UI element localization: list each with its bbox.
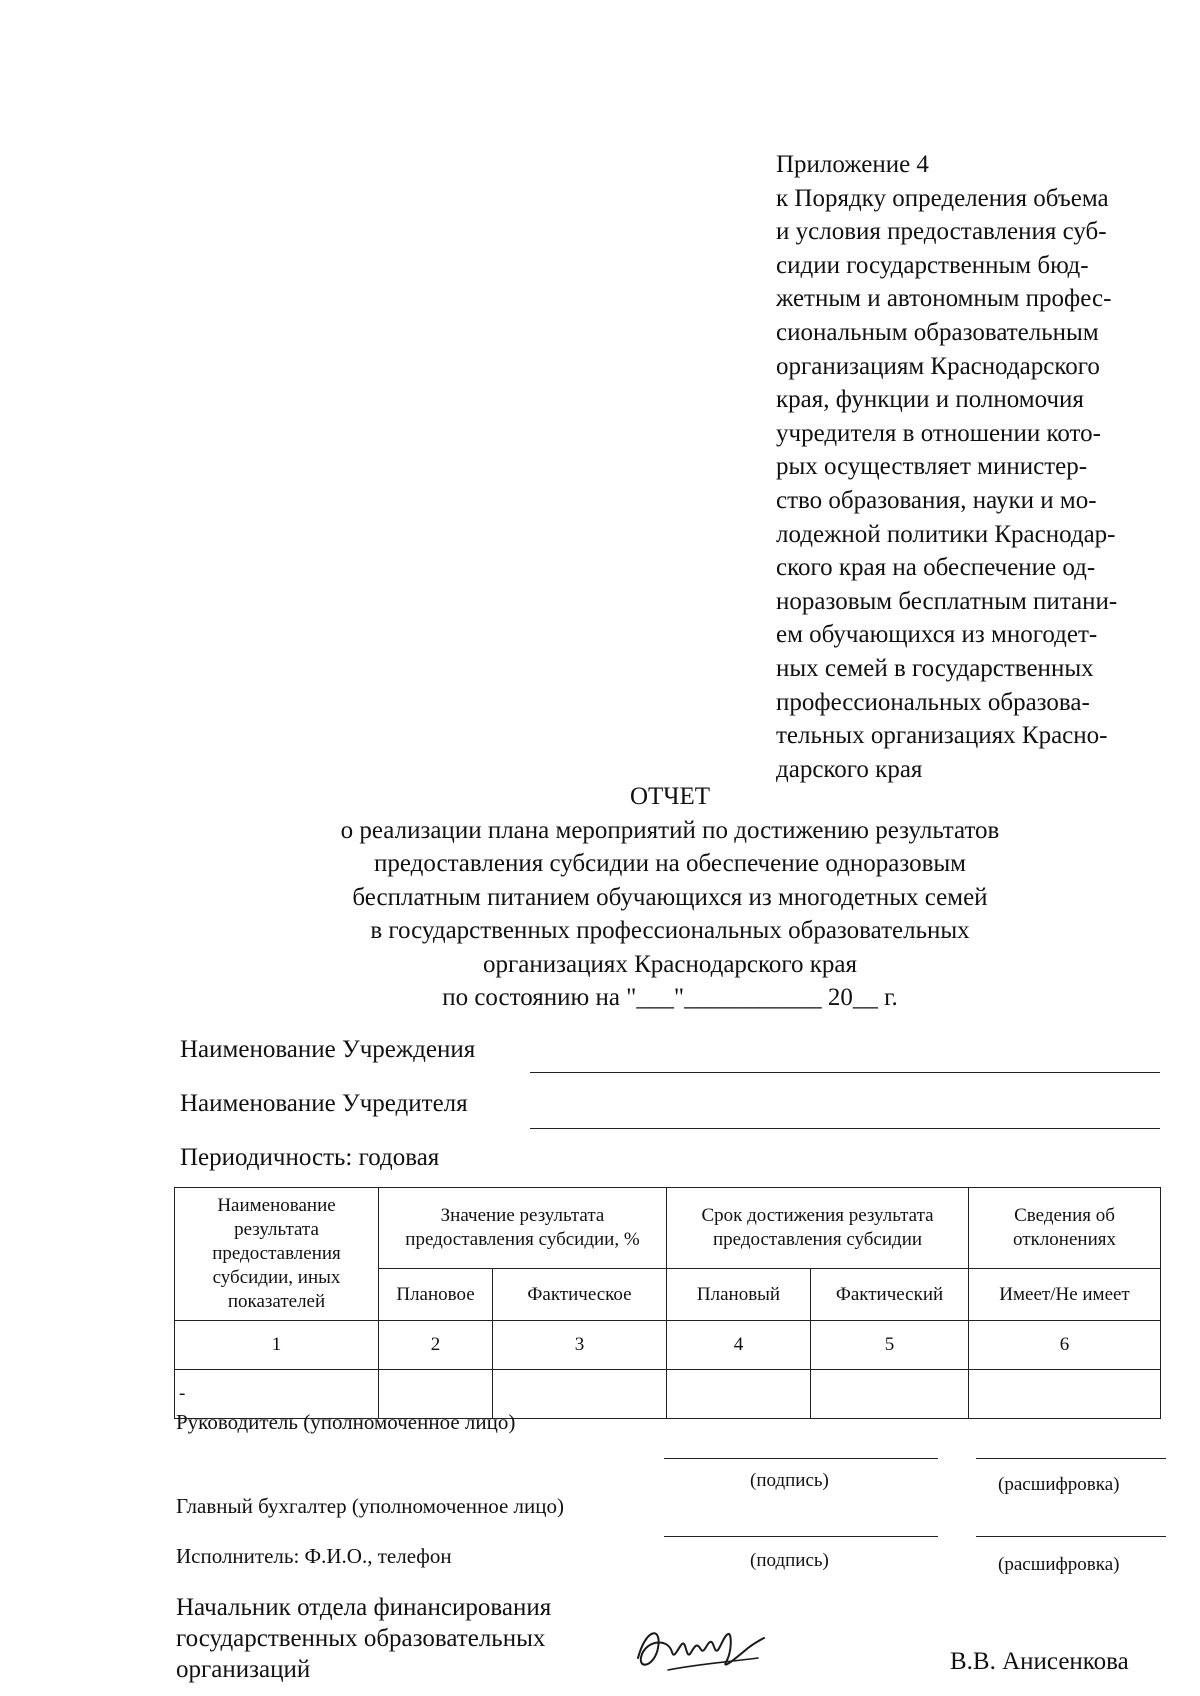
accountant-decode-caption: (расшифровка) <box>998 1554 1120 1575</box>
head-decode-line[interactable] <box>976 1458 1166 1459</box>
header-deviation-group: Сведения об отклонениях <box>969 1188 1161 1269</box>
appendix-line: к Порядку определения объема <box>776 184 1109 212</box>
column-number: 3 <box>493 1321 667 1370</box>
header-planned-date: Плановый <box>667 1269 811 1321</box>
periodicity-label: Периодичность: годовая <box>180 1144 440 1171</box>
institution-blank-line[interactable] <box>530 1072 1160 1073</box>
header-actual-date: Фактический <box>811 1269 969 1321</box>
handwritten-signature <box>628 1618 768 1678</box>
report-subtitle-line: о реализации плана мероприятий по достижению результатов <box>340 816 1000 844</box>
executor-label: Исполнитель: Ф.И.О., телефон <box>176 1544 452 1568</box>
appendix-line: края, функции и полномочия <box>776 386 1084 414</box>
appendix-line: норазовым бесплатным питани- <box>776 587 1118 615</box>
head-decode-caption: (расшифровка) <box>998 1474 1120 1495</box>
head-label: Руководитель (уполномоченное лицо) <box>176 1410 516 1434</box>
report-date-line: по состоянию на "___"___________ 20__ г. <box>442 984 898 1011</box>
table-cell[interactable] <box>667 1370 811 1419</box>
report-subtitle-line: в государственных профессиональных образовательных <box>370 917 970 944</box>
head-sign-caption: (подпись) <box>750 1470 829 1491</box>
institution-label: Наименование Учреждения <box>180 1036 476 1063</box>
appendix-line: учредителя в отношении кото- <box>776 419 1101 447</box>
signer-name: В.В. Анисенкова <box>950 1648 1129 1675</box>
table-cell[interactable] <box>493 1370 667 1419</box>
header-planned-value: Плановое <box>379 1269 493 1321</box>
appendix-note <box>776 148 1176 786</box>
report-subtitle-line: бесплатным питанием обучающихся из многодетных семей <box>352 883 988 911</box>
appendix-line: сидии государственным бюд- <box>776 251 1089 279</box>
accountant-signature-line[interactable] <box>664 1536 938 1537</box>
report-title: ОТЧЕТ <box>629 783 711 810</box>
appendix-line: жетным и автономным профес- <box>776 285 1112 313</box>
accountant-sign-caption: (подпись) <box>750 1550 829 1571</box>
chief-position-line: государственных образовательных <box>176 1625 546 1652</box>
column-number: 2 <box>379 1321 493 1370</box>
appendix-line: дарского края <box>776 755 923 783</box>
founder-label: Наименование Учредителя <box>180 1090 468 1117</box>
table-cell[interactable] <box>969 1370 1161 1419</box>
appendix-line: тельных организациях Красно- <box>776 722 1108 750</box>
accountant-label: Главный бухгалтер (уполномоченное лицо) <box>176 1494 564 1518</box>
column-number: 5 <box>811 1321 969 1370</box>
header-has-deviation: Имеет/Не имеет <box>969 1269 1161 1321</box>
appendix-line: ского края на обеспечение од- <box>776 554 1096 582</box>
column-number: 4 <box>667 1321 811 1370</box>
table-header-row <box>175 1188 1161 1269</box>
appendix-line: ных семей в государственных <box>776 654 1094 682</box>
report-table <box>174 1187 1161 1419</box>
appendix-line: Приложение 4 <box>776 151 929 178</box>
header-value-group: Значение результата предоставления субсидии, % <box>379 1188 667 1269</box>
report-title-block <box>250 780 1090 1015</box>
accountant-decode-line[interactable] <box>976 1536 1166 1537</box>
head-signature-line[interactable] <box>664 1458 938 1459</box>
report-subtitle-line: предоставления субсидии на обеспечение одноразовым <box>373 850 966 877</box>
report-subtitle-line: организациях Краснодарского края <box>482 950 858 978</box>
column-number: 6 <box>969 1321 1161 1370</box>
header-result-name: Наименование результата предоставления субсидии, иных показателей <box>175 1188 379 1321</box>
appendix-line: сиональным образовательным <box>776 318 1099 346</box>
table-cell[interactable] <box>811 1370 969 1419</box>
appendix-line: и условия предоставления суб- <box>776 218 1107 246</box>
header-actual-value: Фактическое <box>493 1269 667 1321</box>
table-cell[interactable]: - <box>175 1370 379 1419</box>
appendix-line: профессиональных образова- <box>776 688 1090 716</box>
appendix-line: рых осуществляет министер- <box>776 453 1088 481</box>
chief-position <box>176 1592 551 1685</box>
appendix-line: организациям Краснодарского <box>776 352 1100 380</box>
appendix-line: лодежной политики Краснодар- <box>776 520 1116 548</box>
column-number: 1 <box>175 1321 379 1370</box>
appendix-line: ство образования, науки и мо- <box>776 486 1097 514</box>
chief-position-line: организаций <box>176 1656 311 1683</box>
table-number-row <box>175 1321 1161 1370</box>
appendix-line: ем обучающихся из многодет- <box>776 621 1098 649</box>
chief-position-line: Начальник отдела финансирования <box>176 1594 552 1621</box>
founder-blank-line[interactable] <box>530 1128 1160 1129</box>
header-deadline-group: Срок достижения результата предоставления субсидии <box>667 1188 969 1269</box>
